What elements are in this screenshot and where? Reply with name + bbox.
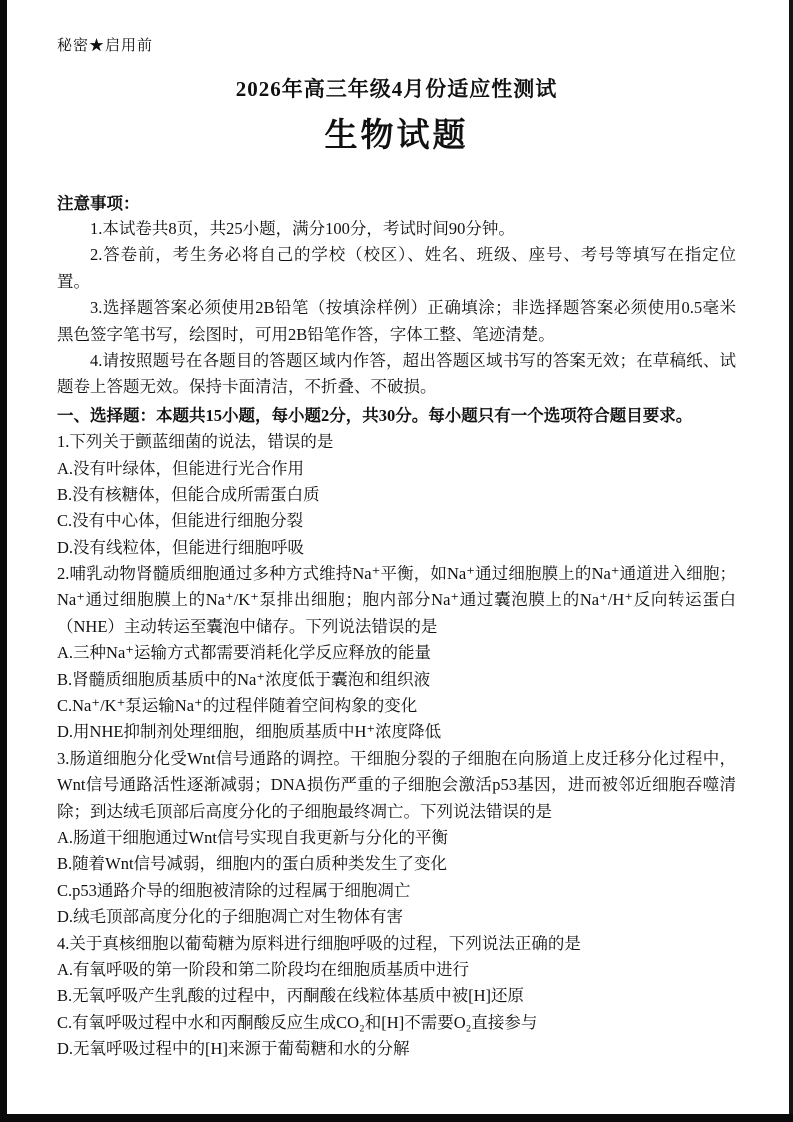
- exam-title: 2026年高三年级4月份适应性测试: [235, 77, 558, 101]
- notice-item: 4.请按照题号在各题目的答题区域内作答，超出答题区域书写的答案无效；在草稿纸、试题卷上答题无效。保持卡面清洁，不折叠、不破损。: [57, 350, 736, 397]
- option-line: B.无氧呼吸产生乳酸的过程中，丙酮酸在线粒体基质中被[H]还原: [57, 986, 525, 1006]
- option-line: A.有氧呼吸的第一阶段和第二阶段均在细胞质基质中进行: [57, 959, 470, 979]
- question-1: [57, 429, 736, 561]
- section-one-heading: 一、选择题：本题共15小题，每小题2分，共30分。每小题只有一个选项符合题目要求。: [57, 405, 693, 425]
- scan-edge-bottom: [0, 1114, 793, 1122]
- question-stem: 2.哺乳动物肾髓质细胞通过多种方式维持Na⁺平衡，如Na⁺通过细胞膜上的Na⁺通道进入细胞；Na⁺通过细胞膜上的Na⁺/K⁺泵排出细胞；胞内部分Na⁺通过囊泡膜上的Na⁺/H⁺反向转运蛋白（NHE）主动转运至囊泡中储存。下列说法错误的是: [57, 564, 736, 636]
- notice-item: 2.答卷前，考生务必将自己的学校（校区）、姓名、班级、座号、考号等填写在指定位置。: [57, 245, 736, 291]
- option-line: A.肠道干细胞通过Wnt信号实现自我更新与分化的平衡: [57, 827, 448, 847]
- option-line: D.绒毛顶部高度分化的子细胞凋亡对生物体有害: [57, 907, 404, 927]
- option-line: C.有氧呼吸过程中水和丙酮酸反应生成CO₂和[H]不需要O₂直接参与: [57, 1012, 538, 1032]
- option-line: B.没有核糖体，但能合成所需蛋白质: [57, 484, 320, 504]
- question-4: [57, 931, 736, 1063]
- option-line: B.肾髓质细胞质基质中的Na⁺浓度低于囊泡和组织液: [57, 669, 431, 689]
- question-stem: 3.肠道细胞分化受Wnt信号通路的调控。干细胞分裂的子细胞在向肠道上皮迁移分化过程中，Wnt信号通路活性逐渐减弱；DNA损伤严重的子细胞会激活p53基因，进而被邻近细胞吞噬清除；到达绒毛顶部后高度分化的子细胞最终凋亡。下列说法错误的是: [57, 748, 736, 821]
- option-line: C.p53通路介导的细胞被清除的过程属于细胞凋亡: [57, 880, 411, 900]
- question-3: [57, 746, 736, 931]
- option-line: D.无氧呼吸过程中的[H]来源于葡萄糖和水的分解: [57, 1039, 410, 1059]
- option-line: C.Na⁺/K⁺泵运输Na⁺的过程伴随着空间构象的变化: [57, 696, 418, 716]
- question-2: [57, 561, 736, 746]
- option-line: D.用NHE抑制剂处理细胞，细胞质基质中H⁺浓度降低: [57, 722, 442, 742]
- option-line: A.三种Na⁺运输方式都需要消耗化学反应释放的能量: [57, 643, 431, 663]
- option-line: A.没有叶绿体，但能进行光合作用: [57, 458, 305, 478]
- option-line: C.没有中心体，但能进行细胞分裂: [57, 511, 304, 531]
- scan-edge-left: [0, 0, 7, 1122]
- exam-subject-title: 生物试题: [324, 118, 469, 154]
- option-line: B.随着Wnt信号减弱，细胞内的蛋白质种类发生了变化: [57, 854, 448, 874]
- question-stem: 1.下列关于颤蓝细菌的说法，错误的是: [57, 432, 334, 452]
- notice-item: 3.选择题答案必须使用2B铅笔（按填涂样例）正确填涂；非选择题答案必须使用0.5毫米黑色签字笔书写，绘图时，可用2B铅笔作答，字体工整、笔迹清楚。: [57, 298, 736, 344]
- scan-edge-right: [789, 0, 793, 1122]
- notice-heading: 注意事项：: [57, 194, 140, 213]
- notice-item: 1.本试卷共8页，共25小题，满分100分，考试时间90分钟。: [90, 219, 515, 238]
- question-stem: 4.关于真核细胞以葡萄糖为原料进行细胞呼吸的过程，下列说法正确的是: [57, 933, 581, 953]
- option-line: D.没有线粒体，但能进行细胞呼吸: [57, 537, 305, 557]
- classification-label: 秘密★启用前: [57, 38, 154, 54]
